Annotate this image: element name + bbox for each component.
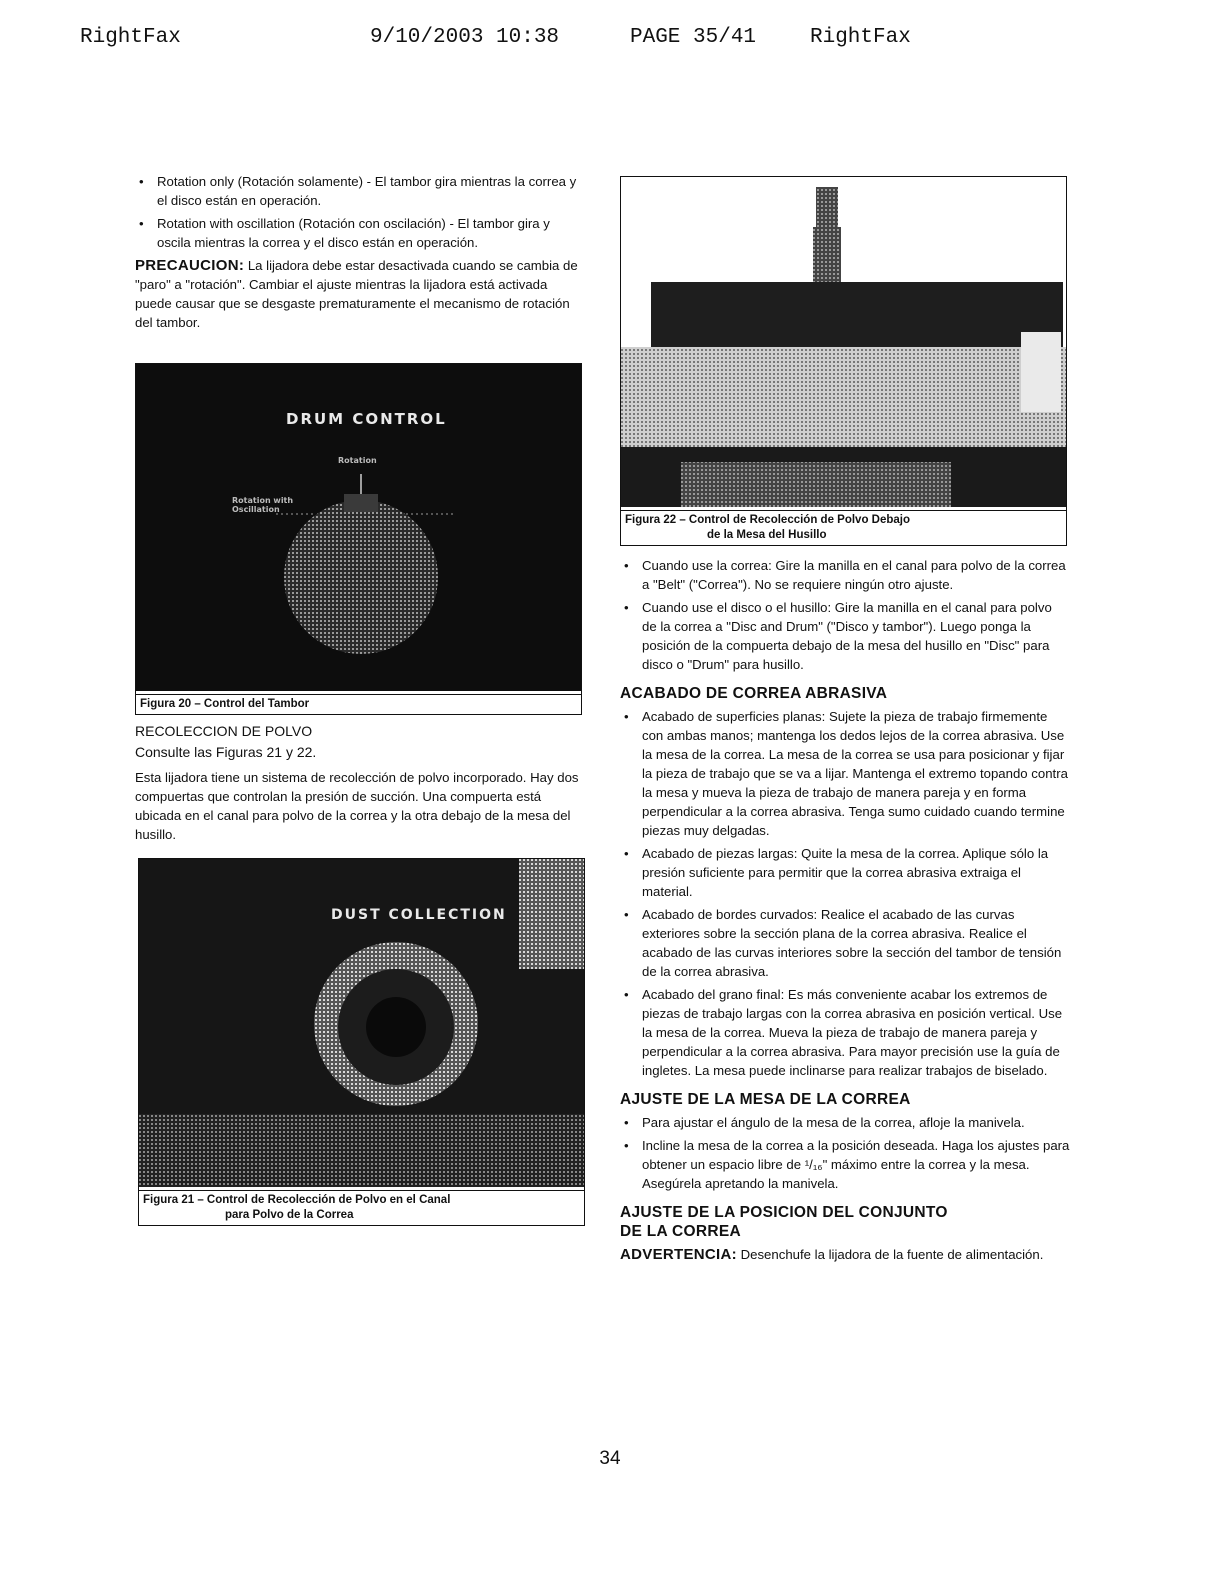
warning-text: Desenchufe la lijadora de la fuente de alimentación. [740,1247,1044,1262]
list-item: • Para ajustar el ángulo de la mesa de la correa, afloje la manivela. [620,1113,1070,1132]
figure-22-caption-line1: Figura 22 – Control de Recolección de Polvo Debajo [625,514,911,526]
figure-21-caption-line1: Figura 21 – Control de Recolección de Polvo en el Canal [143,1194,451,1206]
list-item: • Cuando use la correa: Gire la manilla en el canal para polvo de la correa a "Belt" ("Correa"). No se requiere ningún otro ajuste. [620,556,1070,594]
caution-text: La lijadora debe estar desactivada cuando se cambia de "paro" a "rotación". Cambiar el ajuste mientras la lijadora está activada puede causar que se desgaste prematuramente el mecanismo de rotación del tambor. [135,258,578,330]
spindle [813,227,841,287]
right-column [620,556,1070,1270]
belt-position-heading-line2: DE LA CORREA [620,1223,742,1240]
list-item: • Rotation with oscillation (Rotación con oscilación) - El tambor gira y oscila mientras la correa y el disco están en operación. [135,214,583,252]
list-item: • Acabado de piezas largas: Quite la mesa de la correa. Aplique sólo la presión suficiente para permitir que la correa abrasiva extraiga el material. [620,844,1070,901]
belt-position-heading-line1: AJUSTE DE LA POSICION DEL CONJUNTO [620,1204,948,1221]
list-item: • Acabado de bordes curvados: Realice el acabado de las curvas exteriores sobre la sección plana de la correa abrasiva. Realice el acabado de las curvas interiores sobre la sección del tambor de tensión de la correa abrasiva. [620,905,1070,981]
warning-paragraph [620,1245,1070,1264]
fax-header-receiver: RightFax [810,26,911,49]
figure-22-caption [621,510,1066,545]
figure-22 [620,176,1067,546]
spindle-table [651,282,1063,347]
list-item: • Rotation only (Rotación solamente) - El tambor gira mientras la correa y el disco están en operación. [135,172,583,210]
list-item: • Acabado de superficies planas: Sujete la pieza de trabajo firmemente con ambas manos; mantenga los dedos lejos de la correa abrasiva. Use la mesa de la correa. La mesa de la correa se usa para posicionar y fijar la pieza de trabajo que se va a lijar. Mantenga el extremo topando contra la mesa y mueva la pieza de trabajo de manera pareja y en forma perpendicular a la correa abrasiva. Tenga sumo cuidado cuando termine piezas muy delgadas. [620,707,1070,840]
dust-collection-title: DUST COLLECTION [331,907,507,923]
left-column-middle [135,722,583,850]
dust-collection-heading: RECOLECCION DE POLVO [135,723,313,739]
caution-label: PRECAUCION: [135,257,245,274]
dust-collection-text: Esta lijadora tiene un sistema de recolección de polvo incorporado. Hay dos compuertas que controlan la presión de succión. Una compuerta está ubicada en el canal para polvo de la correa y la otra debajo de la mesa del husillo. [135,770,579,842]
belt-table-list [620,1113,1070,1193]
fax-header [80,26,1080,56]
figure-20-photo [136,364,581,691]
figure-22-photo [621,177,1066,507]
figure-20 [135,363,582,715]
warning-label: ADVERTENCIA: [620,1246,737,1263]
figure-21-photo [139,859,584,1187]
belt-finishing-heading: ACABADO DE CORREA ABRASIVA [620,685,888,702]
figure-22-caption-line2: de la Mesa del Husillo [707,529,827,541]
belt-table-heading: AJUSTE DE LA MESA DE LA CORREA [620,1091,911,1108]
figure-21-caption [139,1190,584,1225]
dust-collection-reference: Consulte las Figuras 21 y 22. [135,744,317,760]
spindle-table-photo [621,177,1066,507]
left-column-top [135,172,583,338]
belt-finishing-list [620,707,1070,1080]
list-item: • Cuando use el disco o el husillo: Gire la manilla en el canal para polvo de la correa a "Disc and Drum" ("Disco y tambor"). Luego ponga la posición de la compuerta debajo de la mesa del husillo en "Disc" para disco o "Drum" para husillo. [620,598,1070,674]
rotation-list [135,172,583,252]
figure-21-caption-line2: para Polvo de la Correa [225,1209,354,1221]
figure-21 [138,858,585,1226]
figure-20-caption: Figura 20 – Control del Tambor [136,694,581,714]
oscillation-label: Rotation with Oscillation [232,496,294,514]
list-item: • Incline la mesa de la correa a la posición deseada. Haga los ajustes para obtener un espacio libre de ¹/₁₆" máximo entre la correa y la mesa. Asegúrela apretando la manivela. [620,1136,1070,1193]
list-item: • Acabado del grano final: Es más conveniente acabar los extremos de piezas de trabajo largas con la correa abrasiva en posición vertical. Use la mesa de la correa. Mueva la pieza de trabajo de manera pareja y perpendicular a la correa abrasiva. Para mayor precisión use la guía de ingletes. La mesa puede inclinarse para realizar trabajos de biselado. [620,985,1070,1080]
caution-paragraph [135,256,583,332]
dust-usage-list [620,556,1070,674]
drum-control-knob [284,500,438,654]
fax-header-datetime: 9/10/2003 10:38 [370,26,560,49]
fax-header-page: PAGE 35/41 [630,26,757,49]
rotation-label: Rotation [338,456,377,465]
page-number: 34 [599,1448,621,1469]
fax-header-sender: RightFax [80,26,181,49]
drum-control-title: DRUM CONTROL [286,410,447,428]
dust-gate [681,462,951,507]
